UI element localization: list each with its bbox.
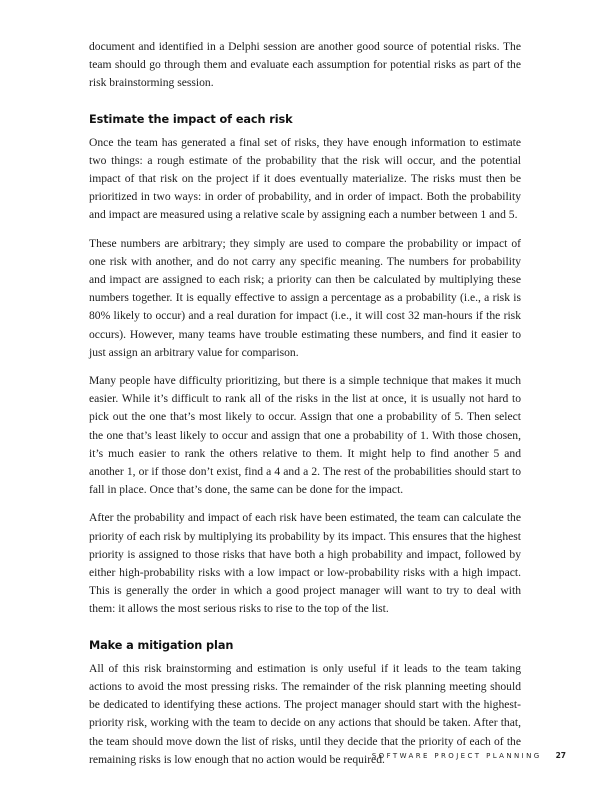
running-title: SOFTWARE PROJECT PLANNING <box>371 751 542 760</box>
paragraph-impact-3: Many people have difficulty prioritizing, but there is a simple technique that makes it much easier. While it’s difficult to rank all of the risks in the list at once, it is usually not hard to pick out the one that’s most likely to occur. Assign that one a probability of 5. Then select the one that’s least likely to occur and assign that one a probability of 1. With those chosen, it’s much easier to rank the others relative to them. It might help to find another 5 and another 1, or if those don’t exist, find a 4 and a 2. The rest of the probabilities should start to fall in place. Once that’s done, the same can be done for the impact. <box>89 374 521 497</box>
paragraph-impact-1: Once the team has generated a final set of risks, they have enough information to estimate two things: a rough estimate of the probability that the risk will occur, and the potential impact of that risk on the project if it does eventually materialize. The risks must then be prioritized in two ways: in order of probability, and in order of impact. Both the probability and impact are measured using a relative scale by assigning each a number between 1 and 5. <box>89 135 521 222</box>
paragraph-intro: document and identified in a Delphi session are another good source of potential risks. The team should go through them and evaluate each assumption for potential risks as part of the risk brainstorming session. <box>89 40 521 90</box>
section-heading-impact: Estimate the impact of each risk <box>89 112 293 126</box>
page-body <box>89 38 521 779</box>
paragraph-impact-4: After the probability and impact of each risk have been estimated, the team can calculate the priority of each risk by multiplying its probability by its impact. This ensures that the highest priority is assigned to those risks that have both a high probability and impact, followed by either high-probability risks with a low impact or low-probability risks with a high impact. This is generally the order in which a good project manager will want to try to deal with them: it allows the most serious risks to rise to the top of the list. <box>89 511 521 616</box>
paragraph-mitigation-1: All of this risk brainstorming and estimation is only useful if it leads to the team taking actions to avoid the most pressing risks. The remainder of the risk planning meeting should be dedicated to identifying these actions. The project manager should start with the highest-priority risk, working with the team to decide on any actions that should be taken. After that, the team should move down the list of risks, until they decide that the priority of each of the remaining risks is low enough that no action would be required. <box>89 661 521 766</box>
page-number: 27 <box>555 751 566 760</box>
paragraph-impact-2: These numbers are arbitrary; they simply are used to compare the probability or impact of one risk with another, and do not carry any specific meaning. The numbers for probability and impact are assigned to each risk; a priority can then be calculated by multiplying these numbers together. It is equally effective to assign a percentage as a probability (i.e., a risk is 80% likely to occur) and a real duration for impact (i.e., it will cost 32 man-hours if the risk occurs). However, many teams have trouble estimating these numbers, and find it easier to just assign an arbitrary value for comparison. <box>89 236 521 359</box>
page-footer <box>372 751 566 760</box>
section-heading-mitigation: Make a mitigation plan <box>89 638 234 652</box>
